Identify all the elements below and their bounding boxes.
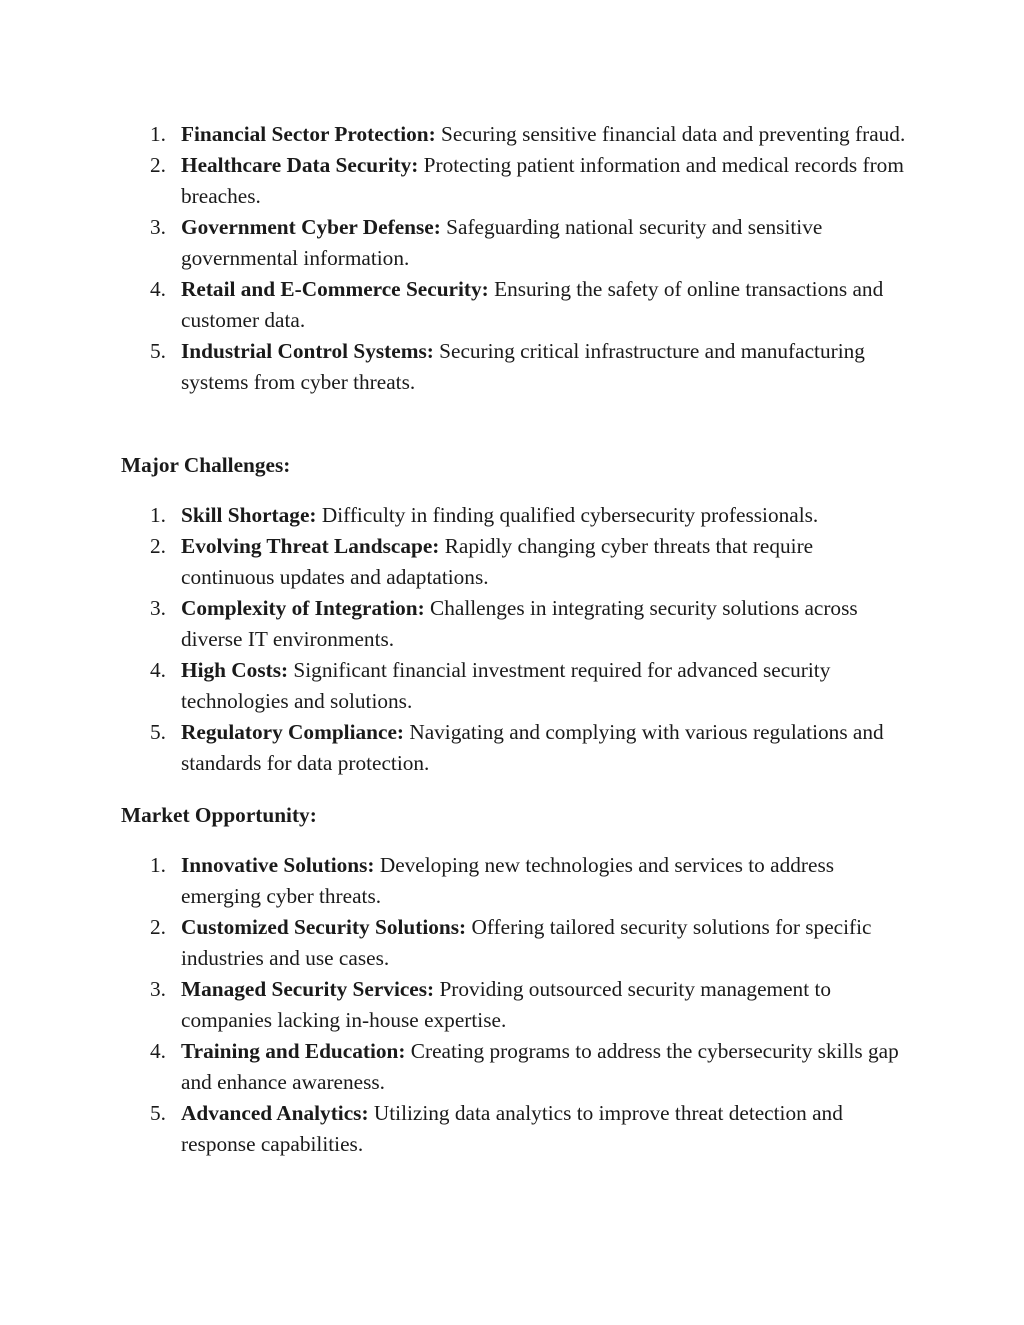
item-description: Protecting patient information and medical records from breaches. xyxy=(181,153,904,208)
item-description: Rapidly changing cyber threats that require continuous updates and adaptations. xyxy=(181,534,814,589)
list-item xyxy=(0,1098,906,1160)
list-number: 3. xyxy=(150,977,166,1001)
list-number: 5. xyxy=(150,720,166,744)
list-number: 4. xyxy=(150,1039,166,1063)
item-description: Offering tailored security solutions for specific industries and use cases. xyxy=(181,915,872,970)
list-item xyxy=(0,531,906,593)
list-number: 3. xyxy=(150,215,166,239)
list-item xyxy=(0,593,906,655)
list-item xyxy=(0,119,906,150)
list-number: 2. xyxy=(150,534,166,558)
list-number: 1. xyxy=(150,853,166,877)
item-description: Significant financial investment required for advanced security technologies and solutions. xyxy=(181,658,831,713)
item-description: Securing critical infrastructure and manufacturing systems from cyber threats. xyxy=(181,339,865,394)
item-description: Creating programs to address the cybersecurity skills gap and enhance awareness. xyxy=(181,1039,899,1094)
list-item xyxy=(0,150,906,212)
item-term: Regulatory Compliance: xyxy=(181,720,404,744)
item-description: Developing new technologies and services to address emerging cyber threats. xyxy=(181,853,835,908)
list-number: 5. xyxy=(150,1101,166,1125)
list-number: 4. xyxy=(150,277,166,301)
list-item xyxy=(0,336,906,398)
list-item xyxy=(0,850,906,912)
item-description: Navigating and complying with various regulations and standards for data protection. xyxy=(181,720,884,775)
item-term: Innovative Solutions: xyxy=(181,853,375,877)
item-term: Evolving Threat Landscape: xyxy=(181,534,440,558)
list-number: 3. xyxy=(150,596,166,620)
item-term: High Costs: xyxy=(181,658,289,682)
item-term: Financial Sector Protection: xyxy=(181,122,436,146)
item-term: Healthcare Data Security: xyxy=(181,153,419,177)
item-description: Safeguarding national security and sensitive governmental information. xyxy=(181,215,823,270)
list-number: 5. xyxy=(150,339,166,363)
list-item xyxy=(0,717,906,779)
item-description: Securing sensitive financial data and preventing fraud. xyxy=(435,122,906,146)
section-heading-market-opportunity: Market Opportunity: xyxy=(121,803,317,827)
item-term: Industrial Control Systems: xyxy=(181,339,434,363)
list-number: 1. xyxy=(150,503,166,527)
item-term: Retail and E-Commerce Security: xyxy=(181,277,489,301)
item-description: Ensuring the safety of online transactions and customer data. xyxy=(181,277,884,332)
item-description: Difficulty in finding qualified cybersecurity professionals. xyxy=(316,503,819,527)
item-term: Government Cyber Defense: xyxy=(181,215,441,239)
list-item xyxy=(0,500,906,531)
item-description: Utilizing data analytics to improve threat detection and response capabilities. xyxy=(181,1101,843,1156)
item-term: Customized Security Solutions: xyxy=(181,915,467,939)
opportunity-list xyxy=(0,850,1024,1160)
section-heading-major-challenges: Major Challenges: xyxy=(121,453,291,477)
item-description: Providing outsourced security management to companies lacking in-house expertise. xyxy=(181,977,832,1032)
list-number: 2. xyxy=(150,153,166,177)
item-term: Training and Education: xyxy=(181,1039,406,1063)
list-number: 4. xyxy=(150,658,166,682)
item-term: Complexity of Integration: xyxy=(181,596,425,620)
list-number: 2. xyxy=(150,915,166,939)
list-item xyxy=(0,655,906,717)
list-item xyxy=(0,974,906,1036)
list-item xyxy=(0,912,906,974)
list-number: 1. xyxy=(150,122,166,146)
list-item xyxy=(0,1036,906,1098)
challenges-list xyxy=(0,500,1024,779)
item-term: Advanced Analytics: xyxy=(181,1101,369,1125)
item-term: Skill Shortage: xyxy=(181,503,317,527)
list-item xyxy=(0,274,906,336)
item-description: Challenges in integrating security solutions across diverse IT environments. xyxy=(181,596,858,651)
item-term: Managed Security Services: xyxy=(181,977,435,1001)
sectors-list xyxy=(0,119,1024,398)
list-item xyxy=(0,212,906,274)
